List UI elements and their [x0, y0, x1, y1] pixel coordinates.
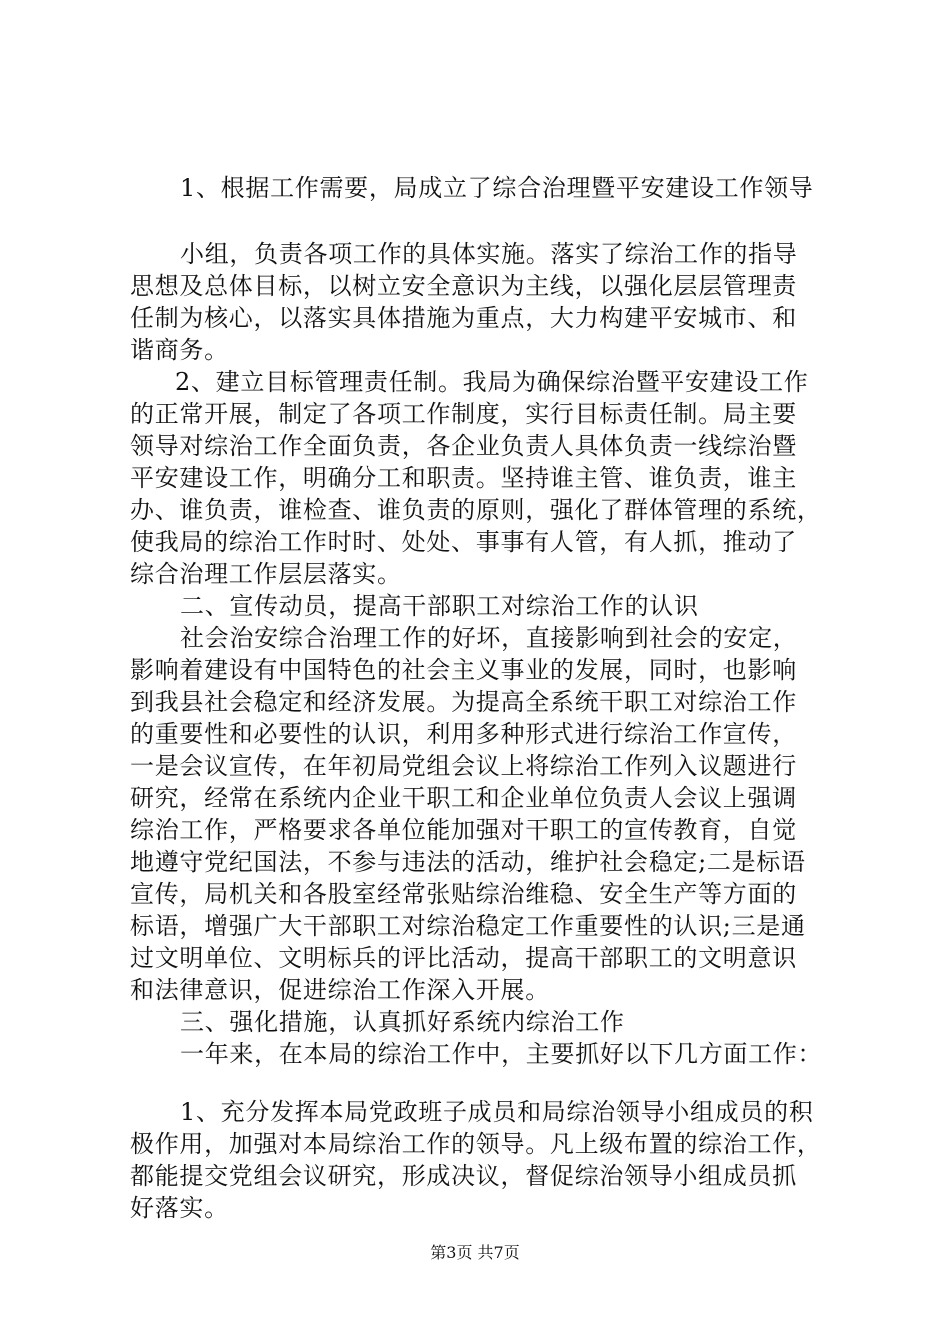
paragraph-5-line-11: 过文明单位、文明标兵的评比活动，提高干部职工的文明意识 [130, 944, 797, 972]
paragraph-5-line-4: 的重要性和必要性的认识，利用多种形式进行综治工作宣传， [130, 720, 797, 748]
paragraph-3-line-7: 综合治理工作层层落实。 [130, 560, 402, 588]
paragraph-8-line-2: 极作用，加强对本局综治工作的领导。凡上级布置的综治工作， [130, 1130, 822, 1158]
section-heading-3: 三、强化措施，认真抓好系统内综治工作 [180, 1008, 625, 1036]
paragraph-5-line-7: 综治工作，严格要求各单位能加强对干职工的宣传教育，自觉 [130, 816, 797, 844]
paragraph-5-line-1: 社会治安综合治理工作的好坏，直接影响到社会的安定， [180, 624, 798, 652]
section-heading-2: 二、宣传动员，提高干部职工对综治工作的认识 [180, 592, 699, 620]
paragraph-2-line-1: 小组，负责各项工作的具体实施。落实了综治工作的指导 [180, 240, 798, 268]
paragraph-5-line-9: 宣传，局机关和各股室经常张贴综治维稳、安全生产等方面的 [130, 880, 797, 908]
paragraph-7-line-1: 一年来，在本局的综治工作中，主要抓好以下几方面工作： [180, 1040, 823, 1068]
paragraph-5-line-8: 地遵守党纪国法，不参与违法的活动，维护社会稳定;二是标语 [130, 848, 806, 876]
paragraph-2-line-4: 谐商务。 [130, 336, 229, 364]
paragraph-3-line-2: 的正常开展，制定了各项工作制度，实行目标责任制。局主要 [130, 400, 797, 428]
paragraph-5-line-10: 标语，增强广大干部职工对综治稳定工作重要性的认识;三是通 [130, 912, 806, 940]
document-body [130, 172, 830, 1224]
paragraph-3-line-1: 2、建立目标管理责任制。我局为确保综治暨平安建设工作 [175, 368, 809, 396]
paragraph-8-line-1: 1、充分发挥本局党政班子成员和局综治领导小组成员的积 [180, 1098, 814, 1126]
page-number-footer: 第3页 共7页 [430, 1243, 520, 1262]
paragraph-3-line-6: 使我局的综治工作时时、处处、事事有人管，有人抓，推动了 [130, 528, 797, 556]
paragraph-8-line-4: 好落实。 [130, 1194, 229, 1222]
paragraph-3-line-3: 领导对综治工作全面负责，各企业负责人具体负责一线综治暨 [130, 432, 797, 460]
paragraph-5-line-5: 一是会议宣传，在年初局党组会议上将综治工作列入议题进行 [130, 752, 797, 780]
paragraph-1-line-1: 1、根据工作需要，局成立了综合治理暨平安建设工作领导 [180, 174, 814, 202]
paragraph-3-line-5: 办、谁负责，谁检查、谁负责的原则，强化了群体管理的系统， [130, 496, 822, 524]
paragraph-5-line-3: 到我县社会稳定和经济发展。为提高全系统干职工对综治工作 [130, 688, 797, 716]
paragraph-8-line-3: 都能提交党组会议研究，形成决议，督促综治领导小组成员抓 [130, 1162, 797, 1190]
paragraph-5-line-2: 影响着建设有中国特色的社会主义事业的发展，同时，也影响 [130, 656, 797, 684]
paragraph-5-line-6: 研究，经常在系统内企业干职工和企业单位负责人会议上强调 [130, 784, 797, 812]
paragraph-2-line-2: 思想及总体目标，以树立安全意识为主线，以强化层层管理责 [130, 272, 797, 300]
paragraph-5-line-12: 和法律意识，促进综治工作深入开展。 [130, 976, 550, 1004]
paragraph-2-line-3: 任制为核心，以落实具体措施为重点，大力构建平安城市、和 [130, 304, 797, 332]
paragraph-3-line-4: 平安建设工作，明确分工和职责。坚持谁主管、谁负责，谁主 [130, 464, 797, 492]
